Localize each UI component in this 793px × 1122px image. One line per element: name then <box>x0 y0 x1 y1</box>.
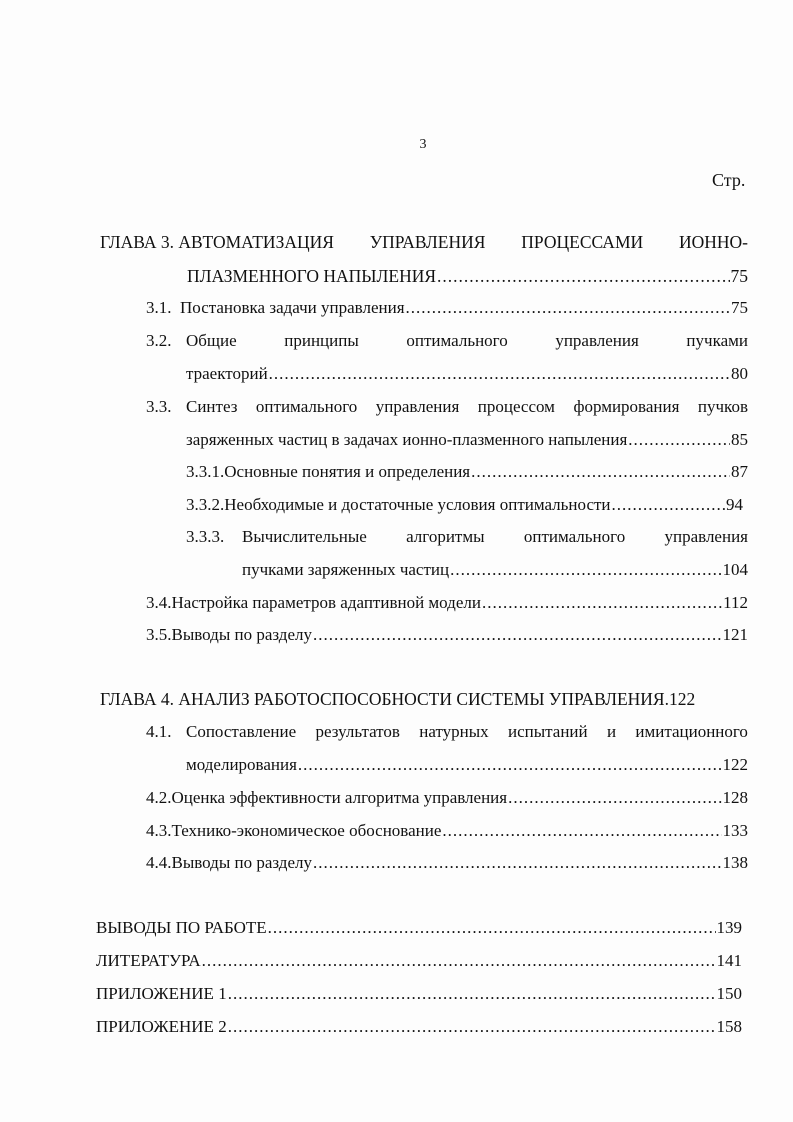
toc-entry-3-2: 3.2. Общие принципы оптимального управления пучками <box>146 331 748 350</box>
toc-entry-3-5: 3.5. Выводы по разделу ..... 121 <box>146 624 748 646</box>
toc-entry-3-3: 3.3. Синтез оптимального управления процессом формирования пучков <box>146 397 748 416</box>
toc-page: 122 <box>668 689 696 709</box>
toc-page: 94 <box>726 495 743 514</box>
toc-entry-3-3-line2: заряженных частиц в задачах ионно-плазменного напыления ..... 85 <box>186 429 748 451</box>
toc-entry-4-3: 4.3. Технико-экономическое обоснование ..... 133 <box>146 820 748 842</box>
toc-entry-3-3-2: 3.3.2. Необходимые и достаточные условия оптимальности ..... 94 <box>186 494 743 516</box>
page-column-header: Стр. <box>712 170 746 190</box>
toc-page: 139 <box>716 918 742 937</box>
chapter3-word3: ПРОЦЕССАМИ <box>521 232 644 252</box>
toc-entry-4-1: 4.1. Сопоставление результатов натурных испытаний и имитационного <box>146 722 748 741</box>
toc-page: 128 <box>722 788 748 807</box>
toc-page: 133 <box>722 821 748 840</box>
toc-entry-3-3-3-line2: пучками заряженных частиц ..... 104 <box>242 559 748 581</box>
toc-page: 75 <box>730 266 748 286</box>
chapter3-heading <box>100 231 748 253</box>
toc-page: 112 <box>723 593 748 612</box>
chapter3-heading-line2: ПЛАЗМЕННОГО НАПЫЛЕНИЯ ..... 75 <box>187 265 748 287</box>
toc-entry-3-4: 3.4. Настройка параметров адаптивной модели ..... 112 <box>146 592 748 614</box>
toc-entry-literature: ЛИТЕРАТУРА ..... 141 <box>96 950 742 972</box>
chapter3-label-and-word1: ГЛАВА 3. АВТОМАТИЗАЦИЯ <box>100 232 334 252</box>
toc-page: 150 <box>716 984 742 1003</box>
page-number: 3 <box>419 137 427 152</box>
toc-entry-3-2-line2: траекторий ..... 80 <box>186 363 748 385</box>
toc-entry-3-1: 3.1. Постановка задачи управления ..... 75 <box>146 297 748 319</box>
toc-entry-4-4: 4.4. Выводы по разделу ..... 138 <box>146 852 748 874</box>
chapter3-word4: ИОННО- <box>678 232 748 252</box>
toc-entry-3-3-1: 3.3.1. Основные понятия и определения ..... 87 <box>186 461 748 483</box>
toc-entry-4-2: 4.2. Оценка эффективности алгоритма управления ..... 128 <box>146 787 748 809</box>
toc-entry-conclusions: ВЫВОДЫ ПО РАБОТЕ ..... 139 <box>96 917 742 939</box>
toc-page: 158 <box>716 1017 742 1036</box>
toc-page: 87 <box>731 462 748 481</box>
toc-page: 80 <box>731 364 748 383</box>
toc-page: 75 <box>731 298 748 317</box>
chapter3-word2: УПРАВЛЕНИЯ <box>369 232 486 252</box>
toc-page: 85 <box>731 430 748 449</box>
toc-page: 104 <box>722 560 748 579</box>
toc-page: 141 <box>716 951 742 970</box>
chapter4-heading: ГЛАВА 4. АНАЛИЗ РАБОТОСПОСОБНОСТИ СИСТЕМЫ УПРАВЛЕНИЯ. 122 <box>100 689 696 709</box>
toc-entry-appendix-1: ПРИЛОЖЕНИЕ 1 ..... 150 <box>96 983 742 1005</box>
toc-entry-3-3-3: 3.3.3. Вычислительные алгоритмы оптимального управления <box>186 527 748 546</box>
toc-entry-4-1-line2: моделирования ..... 122 <box>186 754 748 776</box>
toc-page: 138 <box>722 853 748 872</box>
toc-entry-appendix-2: ПРИЛОЖЕНИЕ 2 ..... 158 <box>96 1016 742 1038</box>
toc-page: 122 <box>722 755 748 774</box>
toc-page: 121 <box>722 625 748 644</box>
